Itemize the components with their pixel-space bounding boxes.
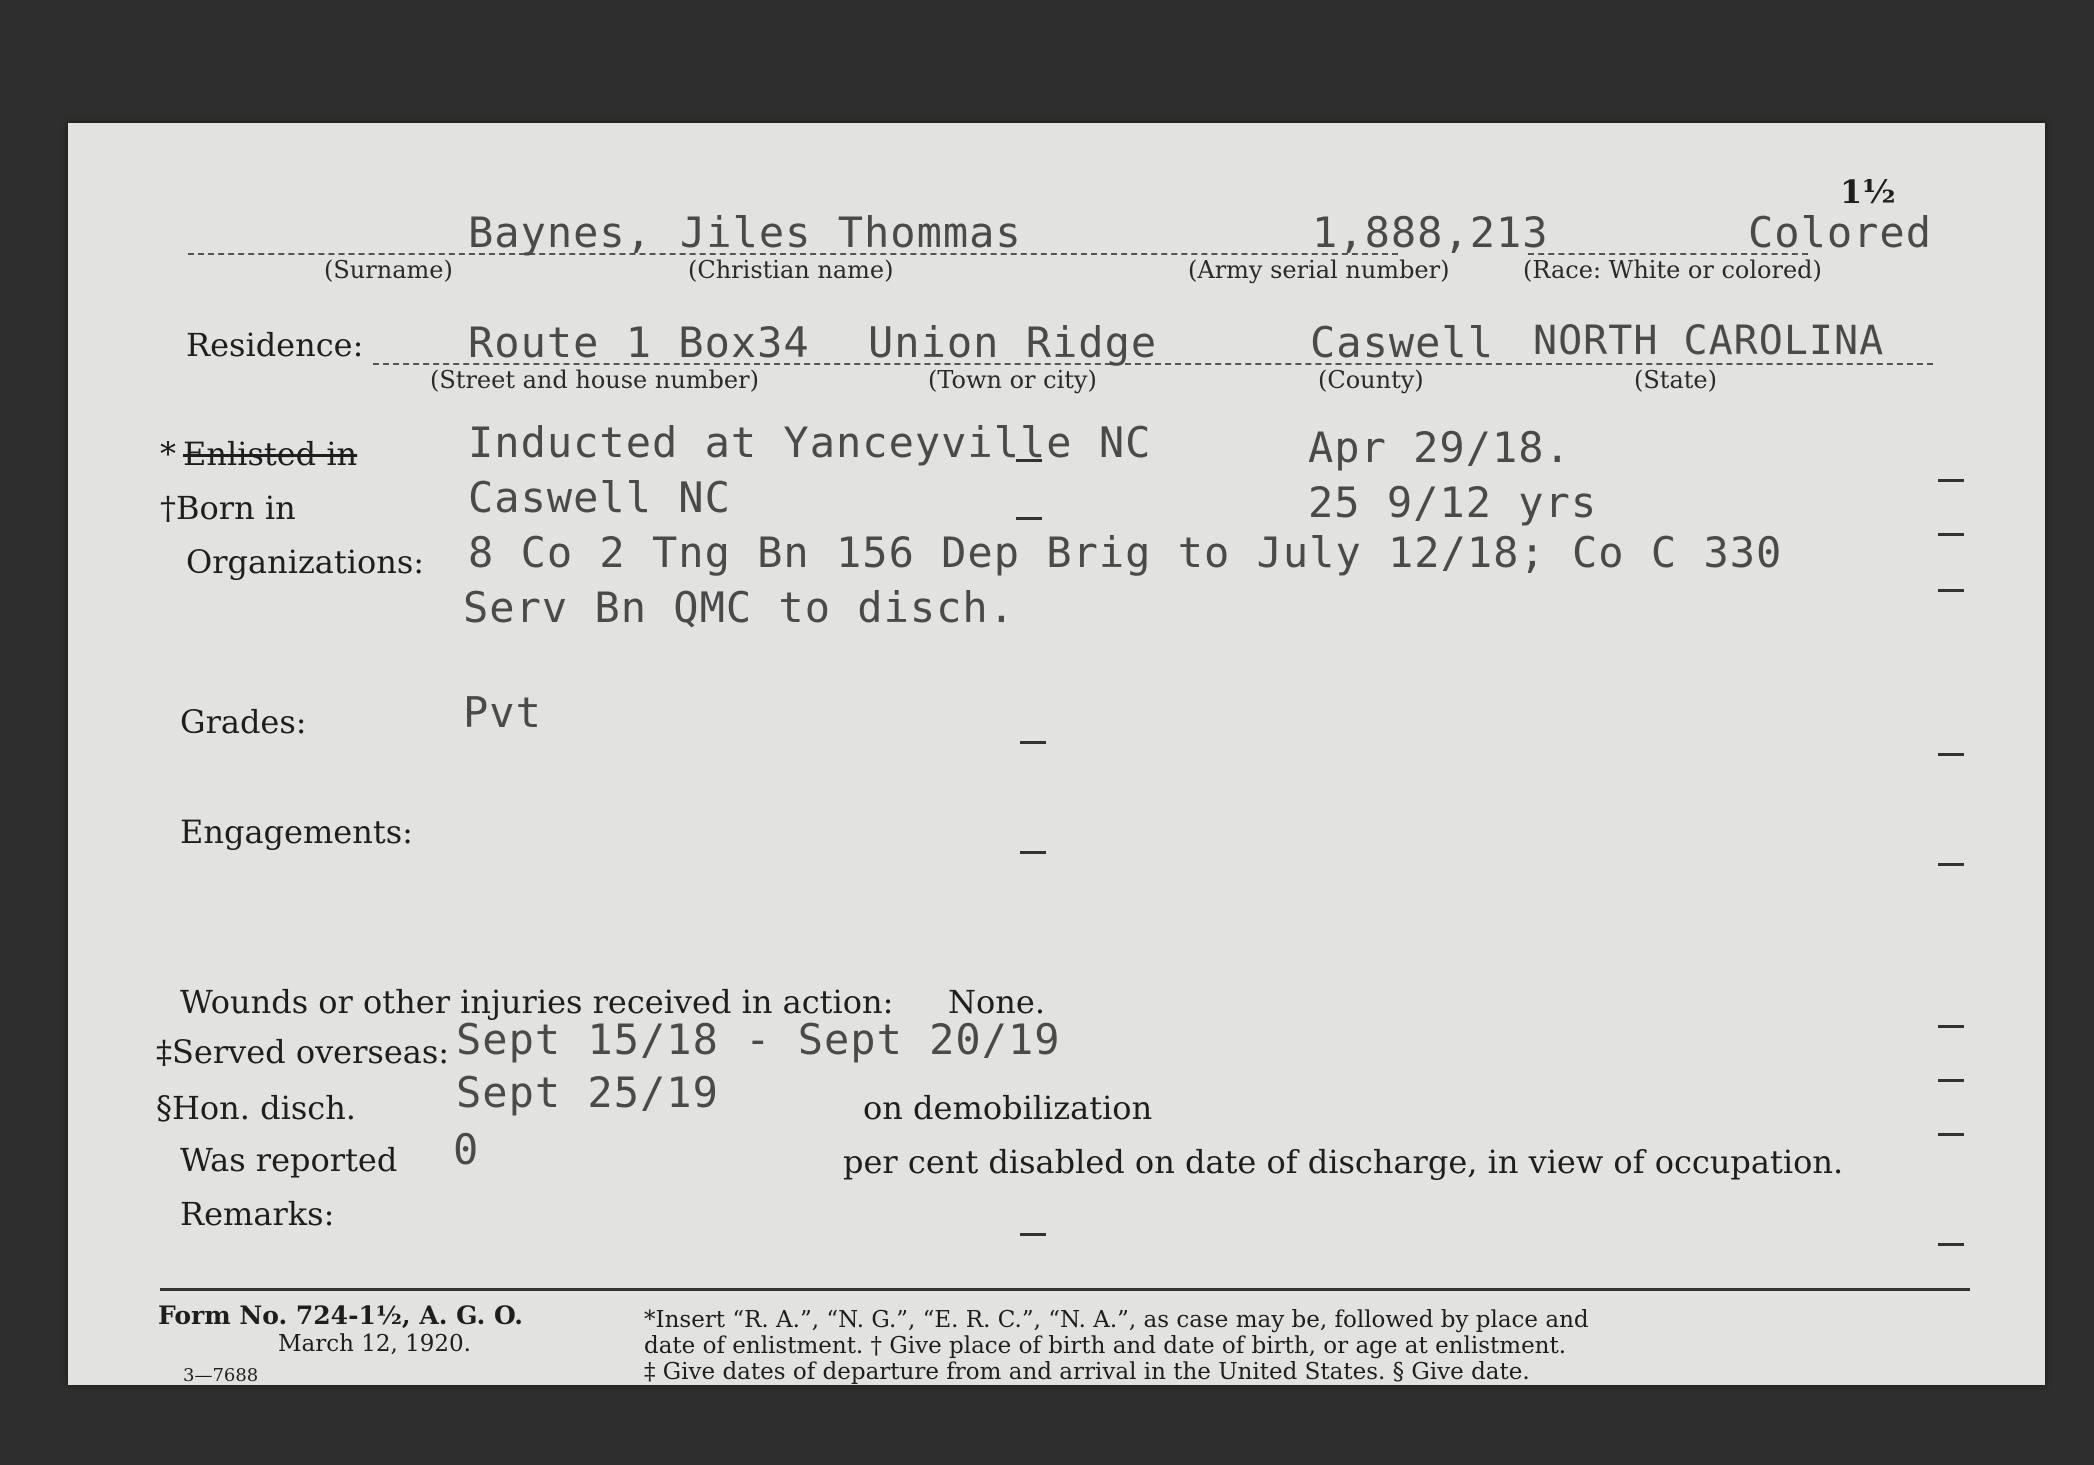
grades-label: Grades: [180,703,307,741]
form-date: March 12, 1920. [278,1331,471,1357]
wounds-label: Wounds or other injuries received in action: [180,983,894,1021]
residence-street-value: Route 1 Box34 [468,318,810,367]
born-label: †Born in [160,489,296,527]
wounds-value: None. [948,983,1045,1021]
enlisted-date-value: Apr 29/18. [1308,423,1571,472]
remarks-label: Remarks: [180,1195,335,1233]
footnote-line-1: *Insert “R. A.”, “N. G.”, “E. R. C.”, “N. A.”, as case may be, followed by place and [644,1307,1589,1333]
footnote-line-3: ‡ Give dates of departure from and arrival in the United States. § Give date. [644,1359,1530,1385]
residence-label: Residence: [186,326,364,364]
remarks-right-dash [1938,1243,1964,1246]
enlisted-right-dash [1938,479,1964,482]
town-caption: (Town or city) [928,366,1097,394]
engagements-right-dash [1938,863,1964,866]
service-record-card [68,123,2045,1385]
county-caption: (County) [1318,366,1424,394]
hon-disch-label: §Hon. disch. [156,1089,356,1127]
grades-value: Pvt [463,688,542,737]
christian-name-caption: (Christian name) [688,256,894,284]
enlisted-label: Enlisted in [183,435,358,473]
serial-number-value: 1,888,213 [1312,208,1549,257]
race-caption: (Race: White or colored) [1523,256,1822,284]
residence-county-value: Caswell [1310,318,1495,367]
was-reported-label: Was reported [180,1141,398,1179]
enlisted-marker: * [160,435,176,473]
served-overseas-value: Sept 15/18 - Sept 20/19 [456,1015,1061,1064]
card-number: 1½ [1840,173,1896,211]
footer-rule [160,1288,1970,1291]
born-right-dash [1938,533,1964,536]
residence-town-value: Union Ridge [868,318,1158,367]
grades-dash [1020,741,1046,744]
residence-state-value: NORTH CAROLINA [1533,318,1885,364]
print-code: 3—7688 [183,1365,259,1386]
remarks-dash [1020,1233,1046,1236]
surname-caption: (Surname) [324,256,453,284]
street-caption: (Street and house number) [430,366,759,394]
engagements-dash [1020,851,1046,854]
age-value: 25 9/12 yrs [1308,478,1598,527]
organizations-label: Organizations: [186,543,425,581]
disabled-text: per cent disabled on date of discharge, in view of occupation. [843,1143,1844,1181]
served-overseas-label: ‡Served overseas: [156,1033,450,1071]
demobilization-text: on demobilization [863,1089,1153,1127]
enlisted-dash [1016,459,1042,462]
organizations-line-2: Serv Bn QMC to disch. [463,583,1016,632]
state-caption: (State) [1634,366,1717,394]
form-number: Form No. 724-1½, A. G. O. [158,1301,524,1330]
surname-value: Baynes, [468,208,653,257]
engagements-label: Engagements: [180,813,413,851]
enlisted-value: Inducted at Yanceyville NC [468,418,1152,467]
disch-right-dash [1938,1079,1964,1082]
race-value: Colored [1748,208,1933,257]
was-reported-value: 0 [453,1125,480,1174]
hon-disch-value: Sept 25/19 [456,1068,719,1117]
overseas-right-dash [1938,1025,1964,1028]
organizations-right-dash [1938,589,1964,592]
serial-number-caption: (Army serial number) [1188,256,1450,284]
footnote-line-2: date of enlistment. † Give place of birth and date of birth, or age at enlistment. [644,1333,1567,1359]
born-value: Caswell NC [468,473,731,522]
organizations-line-1: 8 Co 2 Tng Bn 156 Dep Brig to July 12/18; Co C 330 [468,528,1783,577]
christian-name-value: Jiles Thommas [680,208,1022,257]
reported-right-dash [1938,1133,1964,1136]
born-dash [1016,517,1042,520]
grades-right-dash [1938,753,1964,756]
